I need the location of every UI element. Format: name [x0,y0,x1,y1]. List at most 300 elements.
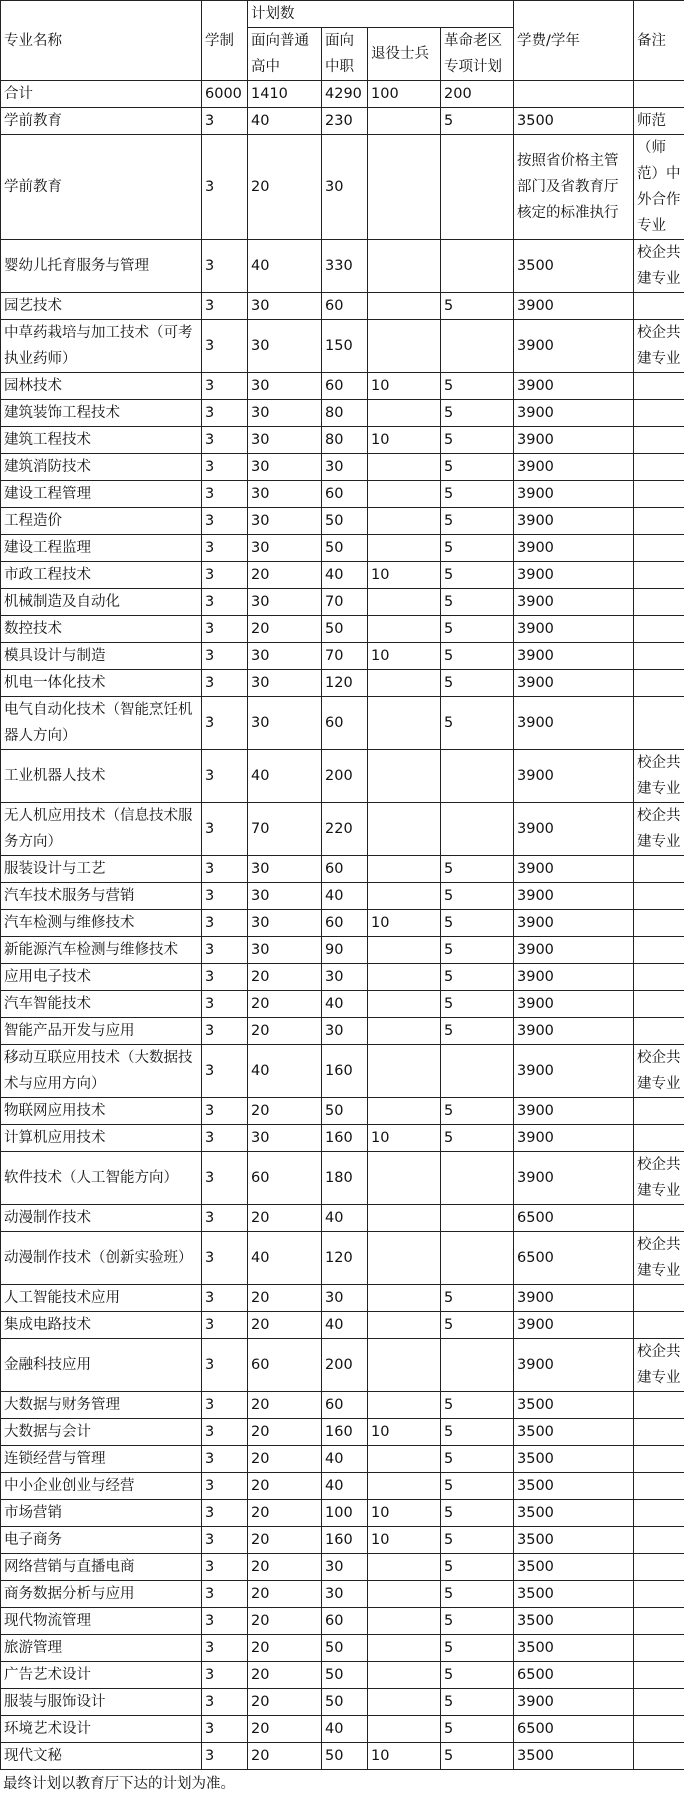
cell-major: 商务数据分析与应用 [1,1581,202,1608]
cell-major: 汽车智能技术 [1,991,202,1018]
cell-veterans [368,135,441,240]
cell-high-school: 20 [248,1312,322,1339]
cell-vocational: 160 [322,1527,368,1554]
cell-high-school: 20 [248,1285,322,1312]
header-major: 专业名称 [1,1,202,81]
cell-old-revolutionary: 5 [441,1392,514,1419]
cell-vocational: 30 [322,964,368,991]
table-row [1,937,684,964]
cell-remarks [634,1689,684,1716]
cell-years: 3 [202,481,248,508]
cell-major: 新能源汽车检测与维修技术 [1,937,202,964]
cell-tuition: 3500 [514,1473,634,1500]
cell-remarks [634,1125,684,1152]
cell-remarks [634,1554,684,1581]
cell-major: 机电一体化技术 [1,670,202,697]
cell-major: 动漫制作技术（创新实验班） [1,1232,202,1285]
cell-remarks [634,1608,684,1635]
cell-years: 3 [202,643,248,670]
table-row [1,883,684,910]
cell-tuition: 3900 [514,508,634,535]
cell-years: 3 [202,562,248,589]
cell-tuition: 3900 [514,1339,634,1392]
cell-old-revolutionary [441,1232,514,1285]
cell-old-revolutionary: 5 [441,1312,514,1339]
cell-tuition: 3900 [514,910,634,937]
cell-old-revolutionary: 5 [441,373,514,400]
cell-tuition: 3900 [514,454,634,481]
cell-major: 大数据与财务管理 [1,1392,202,1419]
cell-years: 3 [202,240,248,293]
cell-remarks [634,562,684,589]
cell-tuition: 3500 [514,1608,634,1635]
cell-remarks: 校企共建专业 [634,750,684,803]
cell-old-revolutionary: 5 [441,293,514,320]
cell-veterans [368,1689,441,1716]
cell-old-revolutionary: 5 [441,991,514,1018]
cell-veterans [368,1285,441,1312]
cell-high-school: 20 [248,616,322,643]
cell-tuition: 3500 [514,108,634,135]
cell-vocational: 70 [322,643,368,670]
cell-remarks [634,643,684,670]
cell-veterans [368,454,441,481]
cell-veterans: 10 [368,1500,441,1527]
cell-remarks: （师范）中外合作专业 [634,135,684,240]
cell-veterans [368,1608,441,1635]
cell-high-school: 40 [248,1232,322,1285]
cell-old-revolutionary: 5 [441,481,514,508]
cell-years: 3 [202,1152,248,1205]
cell-remarks [634,427,684,454]
table-row [1,697,684,750]
table-row [1,1608,684,1635]
cell-remarks [634,1098,684,1125]
cell-vocational: 120 [322,1232,368,1285]
cell-veterans [368,1446,441,1473]
cell-remarks: 师范 [634,108,684,135]
cell-vocational: 60 [322,1608,368,1635]
cell-major: 电子商务 [1,1527,202,1554]
table-row [1,750,684,803]
cell-major: 大数据与会计 [1,1419,202,1446]
cell-tuition: 3500 [514,1527,634,1554]
cell-vocational: 80 [322,400,368,427]
cell-tuition: 3900 [514,991,634,1018]
cell-high-school: 30 [248,1125,322,1152]
cell-major: 环境艺术设计 [1,1716,202,1743]
cell-high-school: 20 [248,1473,322,1500]
cell-tuition: 3500 [514,1635,634,1662]
cell-years: 3 [202,964,248,991]
cell-veterans [368,240,441,293]
cell-major: 数控技术 [1,616,202,643]
cell-vocational: 60 [322,373,368,400]
cell-years: 3 [202,1527,248,1554]
cell-high-school: 30 [248,589,322,616]
header-vocational: 面向中职 [322,28,368,81]
footnote: 最终计划以教育厅下达的计划为准。 [3,1776,235,1792]
total-vocational: 4290 [322,81,368,108]
cell-vocational: 40 [322,1312,368,1339]
cell-vocational: 80 [322,427,368,454]
cell-years: 3 [202,991,248,1018]
cell-high-school: 30 [248,670,322,697]
cell-veterans [368,1716,441,1743]
cell-vocational: 60 [322,856,368,883]
cell-vocational: 40 [322,1446,368,1473]
cell-remarks [634,454,684,481]
cell-remarks [634,1446,684,1473]
header-tuition: 学费/学年 [514,1,634,81]
cell-major: 市政工程技术 [1,562,202,589]
cell-old-revolutionary: 5 [441,1581,514,1608]
cell-vocational: 200 [322,1339,368,1392]
cell-major: 工业机器人技术 [1,750,202,803]
cell-old-revolutionary: 5 [441,400,514,427]
cell-years: 3 [202,1635,248,1662]
cell-high-school: 30 [248,481,322,508]
cell-major: 中小企业创业与经营 [1,1473,202,1500]
cell-remarks [634,535,684,562]
cell-tuition: 3500 [514,1392,634,1419]
cell-remarks [634,856,684,883]
cell-vocational: 50 [322,1689,368,1716]
cell-vocational: 40 [322,1473,368,1500]
cell-high-school: 20 [248,991,322,1018]
cell-remarks [634,937,684,964]
cell-major: 建筑工程技术 [1,427,202,454]
cell-vocational: 50 [322,1635,368,1662]
cell-major: 智能产品开发与应用 [1,1018,202,1045]
cell-high-school: 40 [248,240,322,293]
cell-vocational: 150 [322,320,368,373]
cell-vocational: 160 [322,1045,368,1098]
cell-high-school: 30 [248,910,322,937]
cell-old-revolutionary: 5 [441,1125,514,1152]
cell-remarks [634,1018,684,1045]
cell-high-school: 20 [248,1662,322,1689]
cell-old-revolutionary: 5 [441,883,514,910]
cell-old-revolutionary [441,135,514,240]
table-row [1,240,684,293]
table-row [1,293,684,320]
cell-veterans [368,1018,441,1045]
cell-vocational: 70 [322,589,368,616]
cell-major: 连锁经营与管理 [1,1446,202,1473]
cell-veterans [368,1232,441,1285]
table-row [1,373,684,400]
cell-high-school: 20 [248,1554,322,1581]
cell-years: 3 [202,1581,248,1608]
cell-years: 3 [202,293,248,320]
cell-old-revolutionary: 5 [441,856,514,883]
cell-veterans [368,508,441,535]
cell-vocational: 50 [322,616,368,643]
cell-old-revolutionary: 5 [441,1716,514,1743]
cell-remarks [634,589,684,616]
cell-tuition: 6500 [514,1205,634,1232]
cell-high-school: 30 [248,697,322,750]
table-row [1,1689,684,1716]
cell-years: 3 [202,616,248,643]
cell-high-school: 60 [248,1339,322,1392]
cell-major: 园林技术 [1,373,202,400]
table-row [1,427,684,454]
cell-veterans [368,589,441,616]
cell-remarks [634,1392,684,1419]
cell-years: 3 [202,937,248,964]
cell-years: 3 [202,1500,248,1527]
cell-remarks [634,1581,684,1608]
table-header [1,1,684,81]
cell-tuition: 3900 [514,616,634,643]
cell-tuition: 3900 [514,670,634,697]
cell-tuition: 3900 [514,937,634,964]
cell-tuition: 3900 [514,320,634,373]
table-row [1,1205,684,1232]
table-row [1,1743,684,1770]
cell-vocational: 230 [322,108,368,135]
cell-high-school: 30 [248,535,322,562]
cell-vocational: 60 [322,910,368,937]
cell-vocational: 30 [322,135,368,240]
cell-vocational: 40 [322,883,368,910]
table-row [1,1419,684,1446]
cell-old-revolutionary: 5 [441,1018,514,1045]
cell-years: 3 [202,320,248,373]
cell-tuition: 3500 [514,1500,634,1527]
cell-tuition: 3900 [514,400,634,427]
cell-remarks [634,991,684,1018]
cell-major: 金融科技应用 [1,1339,202,1392]
cell-old-revolutionary: 5 [441,1500,514,1527]
cell-years: 3 [202,135,248,240]
header-remarks: 备注 [634,1,684,81]
cell-high-school: 30 [248,643,322,670]
cell-years: 3 [202,1312,248,1339]
cell-major: 学前教育 [1,108,202,135]
cell-vocational: 50 [322,1662,368,1689]
table-row [1,1392,684,1419]
cell-old-revolutionary: 5 [441,1098,514,1125]
table-row [1,991,684,1018]
cell-veterans [368,1045,441,1098]
cell-veterans [368,697,441,750]
cell-old-revolutionary [441,320,514,373]
cell-remarks [634,1419,684,1446]
cell-veterans [368,1339,441,1392]
cell-major: 集成电路技术 [1,1312,202,1339]
cell-veterans [368,293,441,320]
table-row [1,108,684,135]
cell-tuition: 3900 [514,1689,634,1716]
table-row [1,1716,684,1743]
cell-vocational: 220 [322,803,368,856]
cell-old-revolutionary: 5 [441,1554,514,1581]
total-tuition [514,81,634,108]
cell-years: 3 [202,108,248,135]
cell-high-school: 20 [248,964,322,991]
cell-veterans: 10 [368,1743,441,1770]
cell-old-revolutionary: 5 [441,1662,514,1689]
table-row [1,454,684,481]
table-row [1,1125,684,1152]
table-row [1,481,684,508]
cell-vocational: 30 [322,1285,368,1312]
header-years: 学制 [202,1,248,81]
cell-years: 3 [202,1716,248,1743]
cell-remarks [634,1743,684,1770]
cell-years: 3 [202,427,248,454]
cell-major: 市场营销 [1,1500,202,1527]
table-row [1,1662,684,1689]
cell-major: 工程造价 [1,508,202,535]
cell-tuition: 3500 [514,1419,634,1446]
total-veterans: 100 [368,81,441,108]
cell-veterans [368,1662,441,1689]
cell-tuition: 3900 [514,1152,634,1205]
cell-remarks [634,400,684,427]
table-row [1,1018,684,1045]
cell-tuition: 3500 [514,1743,634,1770]
cell-tuition: 3900 [514,1125,634,1152]
cell-vocational: 30 [322,1554,368,1581]
header-veterans: 退役士兵 [368,28,441,81]
cell-vocational: 180 [322,1152,368,1205]
cell-high-school: 20 [248,1098,322,1125]
cell-vocational: 30 [322,1581,368,1608]
cell-years: 3 [202,1689,248,1716]
table-row [1,589,684,616]
total-remarks [634,81,684,108]
total-old-revolutionary: 200 [441,81,514,108]
total-years: 6000 [202,81,248,108]
cell-remarks: 校企共建专业 [634,1045,684,1098]
cell-remarks: 校企共建专业 [634,1232,684,1285]
cell-old-revolutionary [441,240,514,293]
cell-major: 移动互联应用技术（大数据技术与应用方向） [1,1045,202,1098]
cell-major: 汽车检测与维修技术 [1,910,202,937]
cell-years: 3 [202,803,248,856]
cell-major: 汽车技术服务与营销 [1,883,202,910]
cell-remarks [634,508,684,535]
header-plan-group: 计划数 [248,1,514,28]
table-row [1,1045,684,1098]
cell-veterans [368,616,441,643]
cell-major: 电气自动化技术（智能烹饪机器人方向） [1,697,202,750]
cell-remarks [634,964,684,991]
cell-major: 园艺技术 [1,293,202,320]
cell-vocational: 50 [322,1743,368,1770]
cell-high-school: 40 [248,750,322,803]
table-row [1,1554,684,1581]
cell-vocational: 90 [322,937,368,964]
table-row [1,1339,684,1392]
cell-high-school: 40 [248,1045,322,1098]
cell-major: 计算机应用技术 [1,1125,202,1152]
cell-tuition: 3900 [514,697,634,750]
cell-tuition: 3500 [514,1446,634,1473]
cell-years: 3 [202,508,248,535]
cell-old-revolutionary [441,1205,514,1232]
cell-remarks [634,616,684,643]
cell-tuition: 3900 [514,1045,634,1098]
cell-high-school: 20 [248,1018,322,1045]
cell-high-school: 20 [248,1608,322,1635]
cell-tuition: 3500 [514,240,634,293]
cell-remarks [634,1312,684,1339]
cell-vocational: 30 [322,454,368,481]
cell-tuition: 3900 [514,589,634,616]
cell-veterans [368,670,441,697]
cell-major: 婴幼儿托育服务与管理 [1,240,202,293]
table-row [1,535,684,562]
total-high-school: 1410 [248,81,322,108]
cell-years: 3 [202,373,248,400]
table-row [1,964,684,991]
cell-tuition: 3900 [514,562,634,589]
cell-years: 3 [202,1473,248,1500]
cell-veterans [368,1554,441,1581]
cell-remarks: 校企共建专业 [634,320,684,373]
table-row [1,320,684,373]
table-row [1,1312,684,1339]
cell-veterans: 10 [368,643,441,670]
cell-high-school: 70 [248,803,322,856]
cell-years: 3 [202,1419,248,1446]
cell-major: 现代文秘 [1,1743,202,1770]
cell-veterans [368,481,441,508]
table-row [1,135,684,240]
cell-years: 3 [202,400,248,427]
cell-veterans [368,1152,441,1205]
cell-veterans: 10 [368,562,441,589]
cell-old-revolutionary: 5 [441,508,514,535]
cell-old-revolutionary: 5 [441,1527,514,1554]
cell-vocational: 330 [322,240,368,293]
cell-tuition: 3900 [514,964,634,991]
cell-veterans: 10 [368,373,441,400]
cell-old-revolutionary: 5 [441,616,514,643]
cell-old-revolutionary: 5 [441,1635,514,1662]
table-row [1,670,684,697]
cell-vocational: 60 [322,481,368,508]
cell-remarks [634,481,684,508]
table-row [1,803,684,856]
cell-vocational: 30 [322,1018,368,1045]
cell-years: 3 [202,1098,248,1125]
cell-vocational: 50 [322,535,368,562]
cell-veterans [368,1392,441,1419]
cell-years: 3 [202,1608,248,1635]
cell-tuition: 3900 [514,1312,634,1339]
cell-tuition: 3900 [514,373,634,400]
cell-remarks: 校企共建专业 [634,803,684,856]
cell-tuition: 3900 [514,856,634,883]
cell-high-school: 30 [248,373,322,400]
cell-years: 3 [202,750,248,803]
cell-remarks [634,1527,684,1554]
cell-high-school: 20 [248,1716,322,1743]
cell-old-revolutionary: 5 [441,589,514,616]
cell-old-revolutionary: 5 [441,427,514,454]
cell-old-revolutionary: 5 [441,643,514,670]
cell-major: 无人机应用技术（信息技术服务方向） [1,803,202,856]
cell-old-revolutionary: 5 [441,1743,514,1770]
cell-veterans: 10 [368,1125,441,1152]
cell-tuition: 3900 [514,803,634,856]
